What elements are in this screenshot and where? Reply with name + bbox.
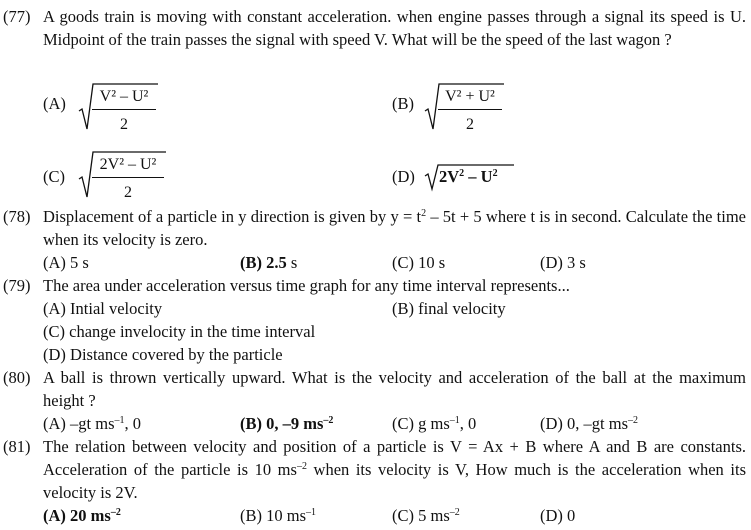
option-c: (C) change invelocity in the time interval — [43, 322, 316, 341]
question-number: (81) — [3, 437, 31, 456]
option-a: (A) 5 s — [43, 253, 89, 272]
option-c: (C) 10 s — [392, 253, 446, 272]
option-a: (A) 20 $ms^{-2}$ — [43, 506, 121, 525]
option-a-label: (A) — [43, 94, 66, 113]
question-number: (77) — [3, 7, 31, 26]
question-text: Displacement of a particle in y direction is given by $y = t^2 - 5t + 5$ where t is in second. Calculate the time when its velocity is zero. — [43, 207, 746, 249]
option-d: (D) 0, –gt $ms^{-2}$ — [540, 414, 638, 433]
option-d: (D) Distance covered by the particle — [43, 345, 283, 364]
option-b-formula: V² + U² 2 — [424, 81, 514, 133]
question-81 — [0, 435, 748, 527]
question-79 — [0, 274, 748, 366]
option-c-formula: 2V² – U² 2 — [78, 149, 173, 201]
question-77 — [0, 5, 748, 205]
question-text: The relation between velocity and position of a particle is V = Ax + B where A and B are constants. Acceleration of the particle is 10 $ms^{-2}$ when its velocity is V, How much is the acceleration when its velocity is 2V. — [43, 437, 746, 502]
option-b: (B) 0, –9 $ms^{-2}$ — [240, 414, 334, 433]
option-d: (D) 3 s — [540, 253, 586, 272]
option-c-label: (C) — [43, 167, 65, 186]
question-text: A goods train is moving with constant acceleration. when engine passes through a signal its speed is U. Midpoint of the train passes the signal with speed V. What will be the speed of the last wagon ? — [43, 7, 746, 49]
option-a: (A) Intial velocity — [43, 299, 163, 318]
option-c: (C) 5 $ms^{-2}$ — [392, 506, 460, 525]
option-b-label: (B) — [392, 94, 414, 113]
question-number: (80) — [3, 368, 31, 387]
option-a-formula: V² – U² 2 — [78, 81, 168, 133]
question-number: (79) — [3, 276, 31, 295]
option-b: (B) 10 $ms^{-1}$ — [240, 506, 316, 525]
option-d: (D) 0 — [540, 506, 576, 525]
option-d-label: (D) — [392, 167, 415, 186]
question-text: A ball is thrown vertically upward. What is the velocity and acceleration of the ball at the maximum height ? — [43, 368, 746, 410]
question-number: (78) — [3, 207, 31, 226]
option-c: (C) g $ms^{-1}$, 0 — [392, 414, 477, 433]
option-d-formula: $2V^2 - U^2$ — [424, 162, 519, 192]
question-78 — [0, 205, 748, 275]
question-80 — [0, 366, 748, 436]
option-b: (B) 2.5 s — [240, 253, 298, 272]
question-text: The area under acceleration versus time graph for any time interval represents... — [43, 276, 570, 295]
option-b: (B) final velocity — [392, 299, 506, 318]
option-a: (A) –gt $ms^{-1}$, 0 — [43, 414, 141, 433]
